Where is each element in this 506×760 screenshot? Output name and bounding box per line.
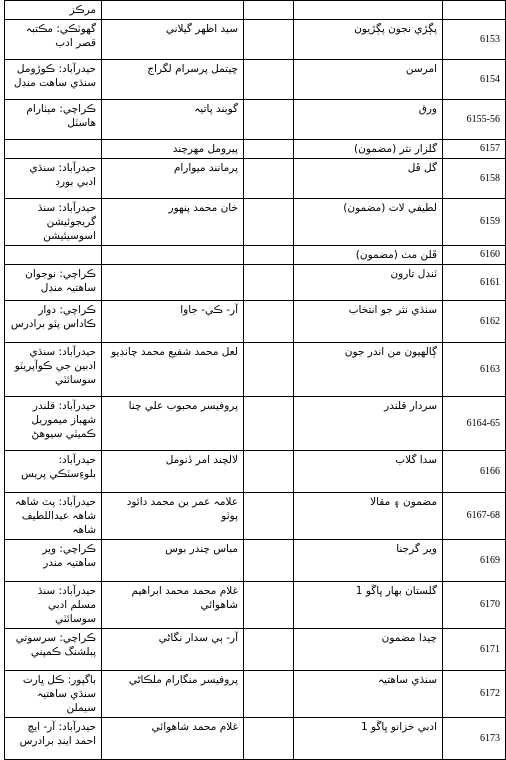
- title-cell: گلزار نثر (مضمون): [294, 140, 443, 159]
- table-row: [5, 343, 506, 397]
- entry-number-cell: 6153: [443, 20, 506, 60]
- publisher-cell: حيدرآباد: سنڌي ادبي بورڊ: [5, 159, 102, 199]
- blank-cell: [244, 60, 294, 100]
- blank-cell: [244, 629, 294, 671]
- entry-number-cell: 6171: [443, 629, 506, 671]
- blank-cell: [244, 671, 294, 718]
- entry-number-cell: 6161: [443, 265, 506, 301]
- author-cell: گوبند پاتيہ: [102, 100, 244, 140]
- table-row: [5, 718, 506, 760]
- title-cell: سردار قلندر: [294, 397, 443, 451]
- table-row: [5, 301, 506, 343]
- table-row: [5, 265, 506, 301]
- title-cell: سنڌي ساهتيہ: [294, 671, 443, 718]
- entry-number-cell: 6160: [443, 246, 506, 265]
- title-cell: چيدا مضمون: [294, 629, 443, 671]
- publisher-cell: حيدرآباد: قلندر شهباز ميموريل ڪميٽي سيوهڻ: [5, 397, 102, 451]
- blank-cell: [244, 493, 294, 540]
- publisher-cell: حيدرآباد: آر- ايچ احمد اينڊ برادرس: [5, 718, 102, 760]
- author-cell: ڇيتمل پرسرام لگراج: [102, 60, 244, 100]
- table-row: [5, 199, 506, 246]
- title-cell: گل ڦل: [294, 159, 443, 199]
- author-cell: آر- ٻي سدار نگاڻي: [102, 629, 244, 671]
- entry-number-cell: 6158: [443, 159, 506, 199]
- entry-number-cell: 6154: [443, 60, 506, 100]
- table-row: [5, 20, 506, 60]
- publisher-cell: ڪراچي: ميٺارام هاسٽل: [5, 100, 102, 140]
- publisher-cell: [5, 140, 102, 159]
- blank-cell: [244, 397, 294, 451]
- entry-number-cell: 6166: [443, 451, 506, 493]
- table-row: [5, 159, 506, 199]
- title-cell: ڦلن مٺ (مضمون): [294, 246, 443, 265]
- blank-cell: [244, 343, 294, 397]
- title-cell: ڳالهيون من اندر جون: [294, 343, 443, 397]
- publisher-cell: حيدرآباد: سنڌي ادبين جي ڪوآپريٽو سوسائٽي: [5, 343, 102, 397]
- entry-number-cell: 6157: [443, 140, 506, 159]
- table-row: [5, 246, 506, 265]
- publisher-cell: گهوٽڪي: مڪتبہ قصر ادب: [5, 20, 102, 60]
- publisher-cell: ڪراچي: وير ساهتيہ مندر: [5, 540, 102, 582]
- author-cell: غلام محمد شاهوائي: [102, 718, 244, 760]
- blank-cell: [244, 199, 294, 246]
- entry-number-cell: 6162: [443, 301, 506, 343]
- blank-cell: [244, 718, 294, 760]
- table-row: [5, 493, 506, 540]
- publisher-cell: حيدرآباد: سنڌ گريجوئيشن اسوسيئيشن: [5, 199, 102, 246]
- author-cell: علامہ عمر بن محمد دائود پوٽو: [102, 493, 244, 540]
- author-cell: [102, 246, 244, 265]
- publisher-cell: حيدرآباد: پٽ شاهہ شاهہ عبداللطيف شاهہ: [5, 493, 102, 540]
- entry-number-cell: 6170: [443, 582, 506, 629]
- publisher-cell: حيدرآباد: ڪوڙومل سنڌي ساهت منڊل: [5, 60, 102, 100]
- publisher-cell: [5, 246, 102, 265]
- title-cell: مضمون ۽ مقالا: [294, 493, 443, 540]
- table-row: [5, 582, 506, 629]
- table-row: [5, 671, 506, 718]
- author-cell: آر- ڪي- جاوا: [102, 301, 244, 343]
- blank-cell: [244, 246, 294, 265]
- blank-cell: [244, 1, 294, 20]
- blank-cell: [244, 451, 294, 493]
- blank-cell: [244, 265, 294, 301]
- table-row: [5, 540, 506, 582]
- table-row: [5, 1, 506, 20]
- entry-number-cell: 6163: [443, 343, 506, 397]
- entry-number-cell: 6164-65: [443, 397, 506, 451]
- title-cell: ادبي خزانو ڀاڱو 1: [294, 718, 443, 760]
- author-cell: [102, 1, 244, 20]
- author-cell: خان محمد پنهور: [102, 199, 244, 246]
- book-catalog-table: [4, 0, 506, 760]
- blank-cell: [244, 140, 294, 159]
- entry-number-cell: 6155-56: [443, 100, 506, 140]
- table-row: [5, 451, 506, 493]
- blank-cell: [244, 20, 294, 60]
- author-cell: پيرومل مهرچند: [102, 140, 244, 159]
- publisher-cell: مرڪز: [5, 1, 102, 20]
- publisher-cell: ڪراچي: دوار ڪاداس پٽو برادرس: [5, 301, 102, 343]
- table-row: [5, 60, 506, 100]
- publisher-cell: ڪراچي: سرسوتي پبلشنگ ڪمپني: [5, 629, 102, 671]
- blank-cell: [244, 159, 294, 199]
- table-row: [5, 397, 506, 451]
- title-cell: سدا گلاب: [294, 451, 443, 493]
- title-cell: [294, 1, 443, 20]
- publisher-cell: حيدرآباد: بلوءِسٽڪي پريس: [5, 451, 102, 493]
- entry-number-cell: 6172: [443, 671, 506, 718]
- entry-number-cell: 6159: [443, 199, 506, 246]
- title-cell: امرسن: [294, 60, 443, 100]
- entry-number-cell: 6167-68: [443, 493, 506, 540]
- table-row: [5, 100, 506, 140]
- blank-cell: [244, 301, 294, 343]
- author-cell: لالچند امر ڏنومل: [102, 451, 244, 493]
- author-cell: پروفيسر محبوب علي چنا: [102, 397, 244, 451]
- blank-cell: [244, 100, 294, 140]
- title-cell: ورق: [294, 100, 443, 140]
- title-cell: پڳڙي نجون پڳڙيون: [294, 20, 443, 60]
- entry-number-cell: 6173: [443, 718, 506, 760]
- publisher-cell: حيدرآباد: سنڌ مسلم ادبي سوسائٽي: [5, 582, 102, 629]
- title-cell: گلستان بهار ڀاڱو 1: [294, 582, 443, 629]
- table-row: [5, 629, 506, 671]
- title-cell: سنڌي نثر جو انتخاب: [294, 301, 443, 343]
- blank-cell: [244, 582, 294, 629]
- author-cell: پرمانند ميوارام: [102, 159, 244, 199]
- publisher-cell: ڪراچي: نوجوان ساهتيہ منڊل: [5, 265, 102, 301]
- author-cell: سيد اظهر گيلاني: [102, 20, 244, 60]
- author-cell: لعل محمد شفيع محمد چانڊيو: [102, 343, 244, 397]
- title-cell: وير گرجنا: [294, 540, 443, 582]
- author-cell: پروفيسر منگارام ملڪاڻي: [102, 671, 244, 718]
- author-cell: مباس چندر بوس: [102, 540, 244, 582]
- title-cell: لطيفي لات (مضمون): [294, 199, 443, 246]
- table-row: [5, 140, 506, 159]
- author-cell: غلام محمد محمد ابراهيم شاهوائي: [102, 582, 244, 629]
- entry-number-cell: [443, 1, 506, 20]
- publisher-cell: باگپور: ڪل ڀارت سنڌي ساهتيہ سيملن: [5, 671, 102, 718]
- blank-cell: [244, 540, 294, 582]
- author-cell: [102, 265, 244, 301]
- title-cell: ٽنڊل تارون: [294, 265, 443, 301]
- entry-number-cell: 6169: [443, 540, 506, 582]
